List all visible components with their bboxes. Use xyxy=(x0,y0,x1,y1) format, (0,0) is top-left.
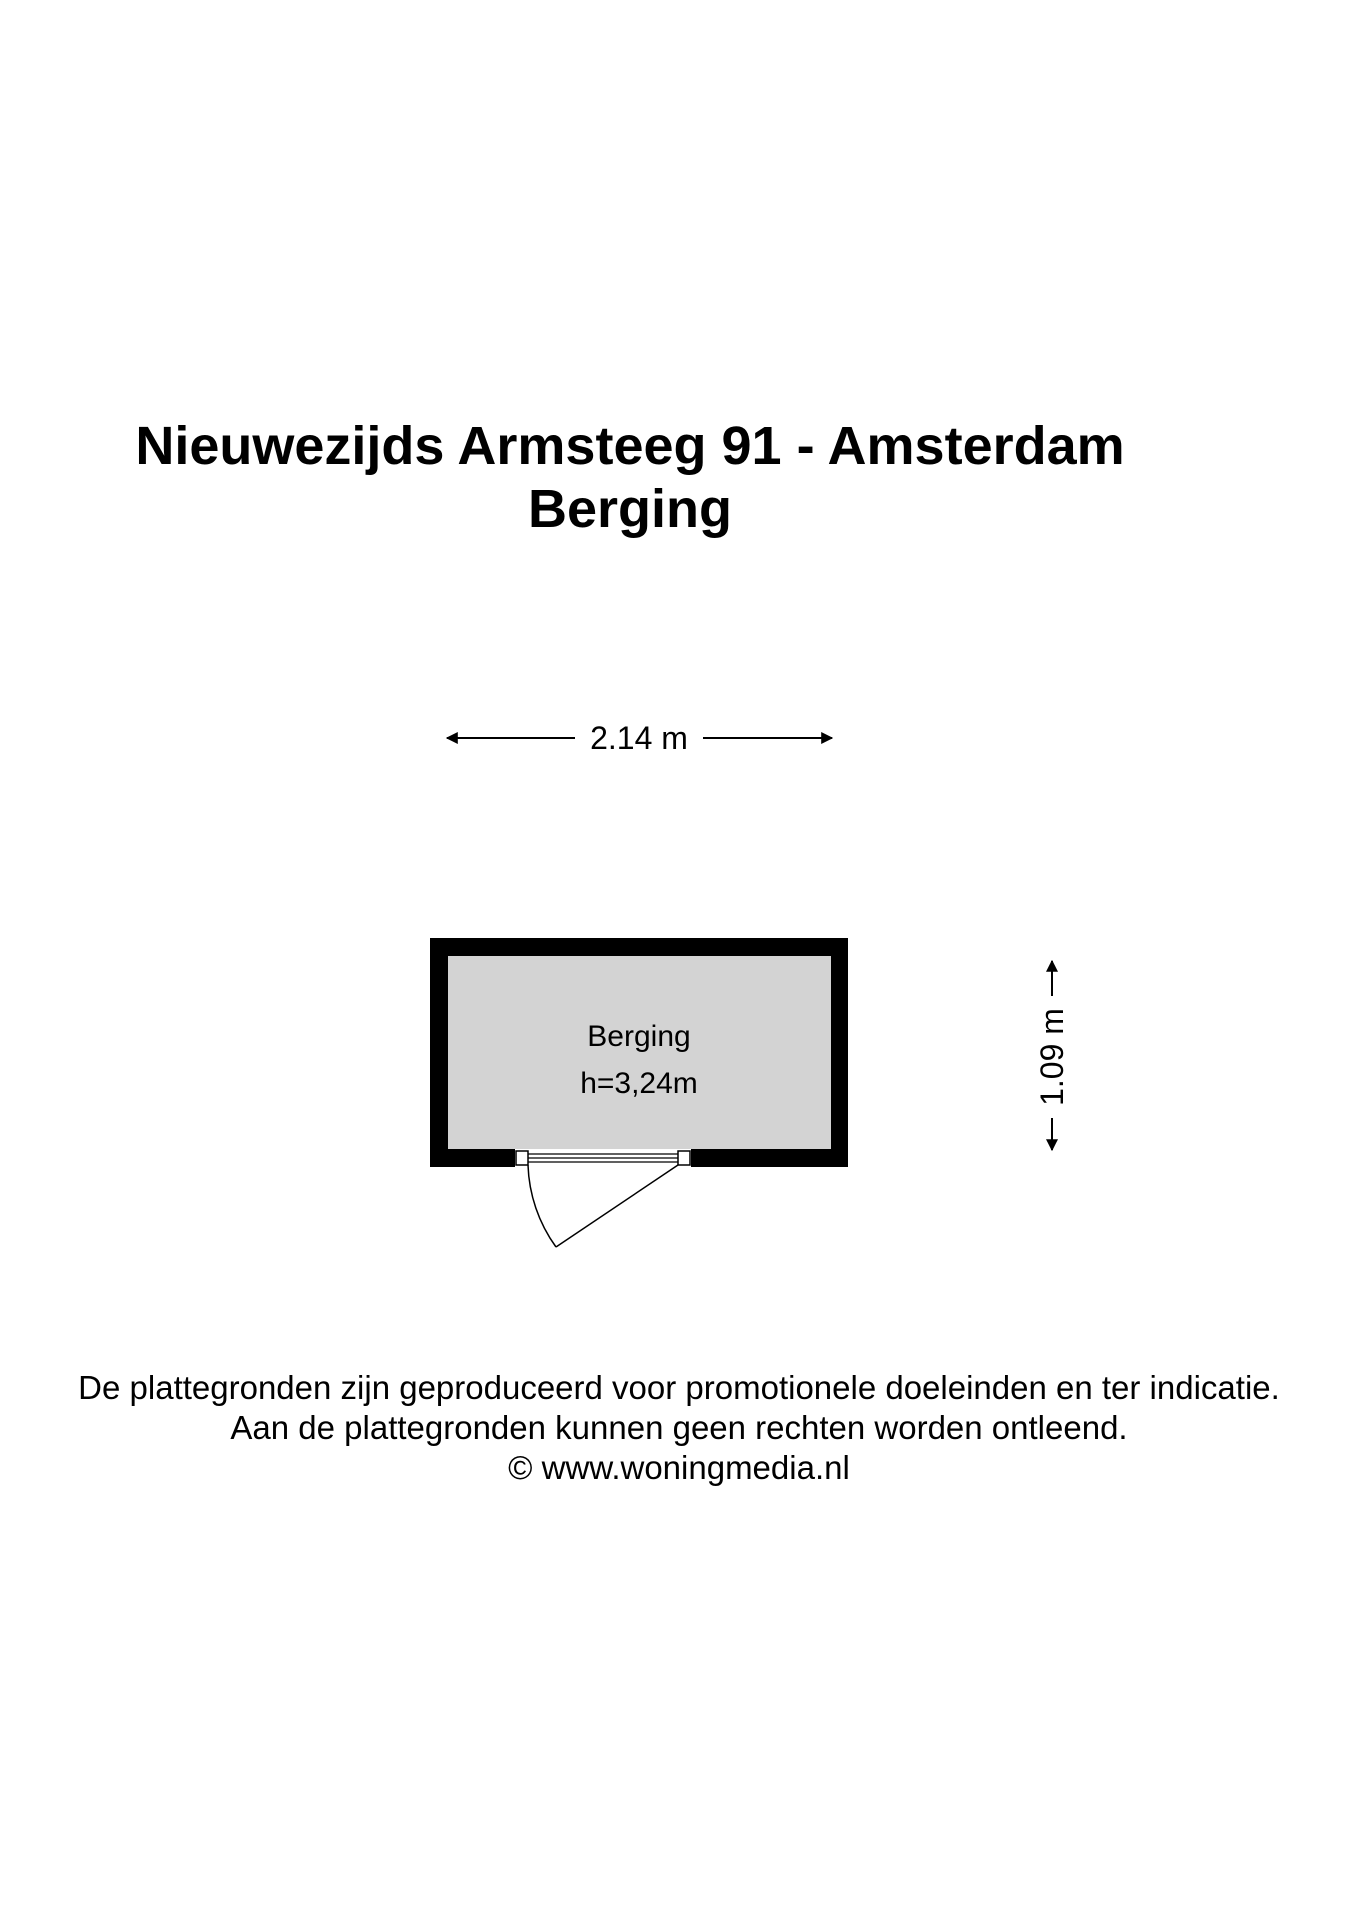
width-dimension-label: 2.14 m xyxy=(590,720,688,756)
disclaimer-line-1: De plattegronden zijn geproduceerd voor promotionele doeleinden en ter indicatie. xyxy=(78,1369,1280,1406)
room-height-label: h=3,24m xyxy=(580,1067,698,1100)
door-leaf xyxy=(556,1165,678,1247)
floor-title: Berging xyxy=(527,479,732,539)
depth-dimension xyxy=(1034,961,1070,1150)
address-title: Nieuwezijds Armsteeg 91 - Amsterdam xyxy=(135,416,1125,476)
door-jamb-right xyxy=(678,1151,690,1165)
room-name-label: Berging xyxy=(587,1020,691,1053)
depth-dimension-label: 1.09 m xyxy=(1034,1008,1070,1106)
door-swing-arc xyxy=(528,1165,556,1247)
room-berging xyxy=(430,938,848,1247)
disclaimer-line-2: Aan de plattegronden kunnen geen rechten worden ontleend. xyxy=(230,1409,1128,1446)
copyright-line: © www.woningmedia.nl xyxy=(508,1449,850,1486)
disclaimer xyxy=(0,1368,1358,1488)
width-dimension xyxy=(447,720,832,756)
door-jamb-left xyxy=(516,1151,528,1165)
